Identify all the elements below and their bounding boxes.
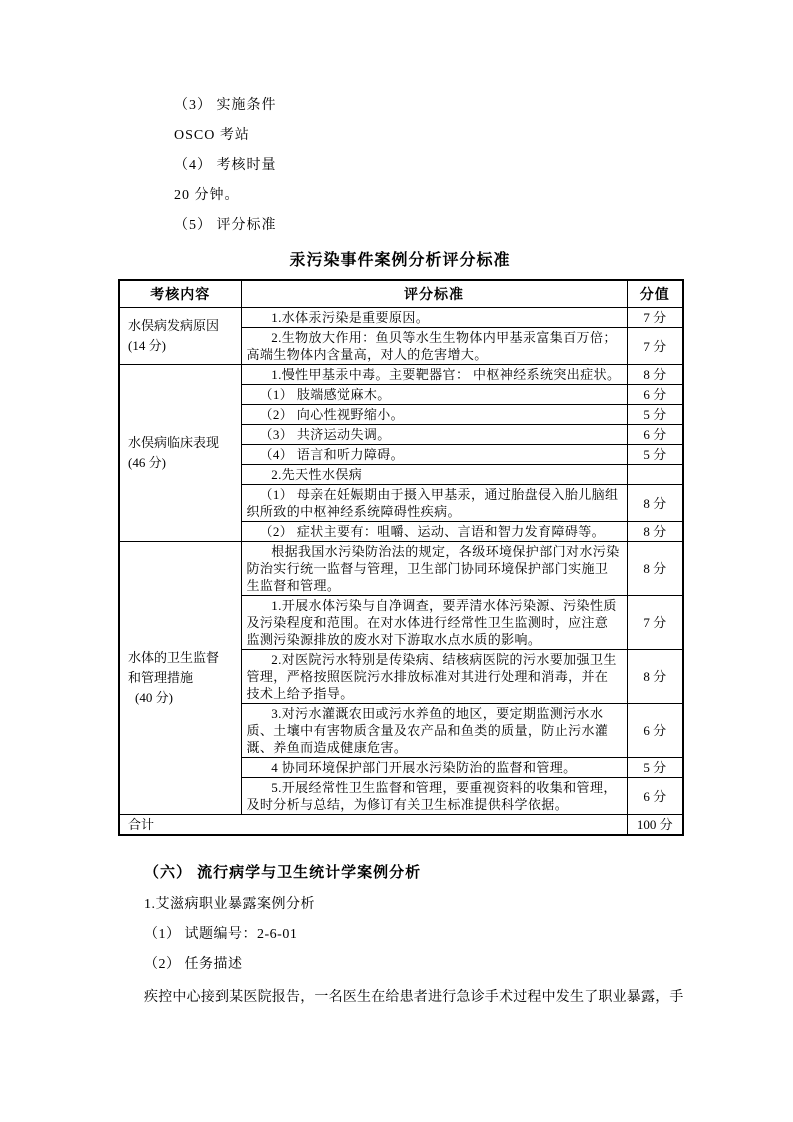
list-line-aids-case-analysis: 1.艾滋病职业暴露案例分析: [144, 897, 315, 912]
score-cell-empty: [627, 465, 683, 485]
score-cell: 8 分: [627, 485, 683, 522]
table-row: [119, 365, 683, 385]
section-six: [144, 861, 684, 1006]
list-line-task-description: （2） 任务描述: [144, 957, 243, 972]
score-cell: 8 分: [627, 542, 683, 596]
group-label-line: 水俣病临床表现: [128, 435, 220, 450]
group-label-line: 和管理措施: [128, 670, 194, 685]
score-cell: 8 分: [627, 522, 683, 542]
group-label-supervision-measures: [119, 542, 241, 815]
group-label-line: (14 分): [128, 338, 166, 353]
intro-line-implementation-conditions: （3） 实施条件: [174, 98, 277, 113]
score-cell: 8 分: [627, 365, 683, 385]
group-label-clinical-manifestations: [119, 365, 241, 542]
score-cell: 5 分: [627, 758, 683, 778]
score-cell: 6 分: [627, 704, 683, 758]
criterion-cell: 1.水体汞污染是重要原因。: [241, 308, 627, 328]
criterion-cell: 2.对医院污水特别是传染病、结核病医院的污水要加强卫生管理，严格按照医院污水排放标准对其进行处理和消毒，并在技术上给予指导。: [241, 650, 627, 704]
score-cell: 6 分: [627, 778, 683, 815]
group-label-line: (40 分): [135, 690, 173, 705]
criterion-cell: （1） 母亲在妊娠期由于摄入甲基汞，通过胎盘侵入胎儿脑组织所致的中枢神经系统障碍性疾病。: [241, 485, 627, 522]
score-cell: 7 分: [627, 596, 683, 650]
score-cell: 8 分: [627, 650, 683, 704]
criterion-cell: 3.对污水灌溉农田或污水养鱼的地区，要定期监测污水水质、土壤中有害物质含量及农产品和鱼类的质量，防止污水灌溉、养鱼而造成健康危害。: [241, 704, 627, 758]
group-label-pathogenesis: [119, 308, 241, 365]
body-paragraph: 疾控中心接到某医院报告，一名医生在给患者进行急诊手术过程中发生了职业暴露，手: [144, 990, 684, 1005]
header-cell-criteria: 评分标准: [241, 280, 627, 308]
intro-line-osco-station: OSCO 考站: [174, 128, 250, 143]
criterion-cell: 2.先天性水俣病: [241, 465, 627, 485]
list-line-question-number: （1） 试题编号：2-6-01: [144, 927, 298, 942]
intro-line-20-minutes: 20 分钟。: [174, 188, 240, 203]
document-body: [118, 0, 682, 1006]
criterion-cell: 根据我国水污染防治法的规定，各级环境保护部门对水污染防治实行统一监督与管理，卫生部门协同环境保护部门实施卫生监督和管理。: [241, 542, 627, 596]
score-cell: 7 分: [627, 308, 683, 328]
group-label-line: 水俣病发病原因: [128, 318, 220, 333]
section-heading: （六） 流行病学与卫生统计学案例分析: [144, 864, 422, 881]
criterion-cell: 1.开展水体污染与自净调查，要弄清水体污染源、污染性质及污染程度和范围。在对水体进行经常性卫生监测时，应注意监测污染源排放的废水对下游取水点水质的影响。: [241, 596, 627, 650]
table-header-row: [119, 280, 683, 308]
intro-section: [174, 97, 682, 234]
total-label-cell: 合计: [119, 815, 627, 836]
group-label-line: (46 分): [128, 455, 166, 470]
score-cell: 5 分: [627, 445, 683, 465]
criterion-cell: 4 协同环境保护部门开展水污染防治的监督和管理。: [241, 758, 627, 778]
header-cell-content: 考核内容: [119, 280, 241, 308]
table-row: [119, 542, 683, 596]
header-cell-score: 分值: [627, 280, 683, 308]
score-cell: 5 分: [627, 405, 683, 425]
score-cell: 7 分: [627, 328, 683, 365]
criterion-cell: 2.生物放大作用：鱼贝等水生生物体内甲基汞富集百万倍；高端生物体内含量高，对人的危害增大。: [241, 328, 627, 365]
intro-line-scoring-standard: （5） 评分标准: [174, 218, 277, 233]
group-label-line: 水体的卫生监督: [128, 650, 220, 665]
criterion-cell: 5.开展经常性卫生监督和管理，要重视资料的收集和管理，及时分析与总结，为修订有关卫生标准提供科学依据。: [241, 778, 627, 815]
total-score-cell: 100 分: [627, 815, 683, 836]
criterion-cell: 1.慢性甲基汞中毒。主要靶器官： 中枢神经系统突出症状。: [241, 365, 627, 385]
criterion-cell: （3） 共济运动失调。: [241, 425, 627, 445]
score-cell: 6 分: [627, 385, 683, 405]
score-table: [118, 279, 684, 836]
table-title: 汞污染事件案例分析评分标准: [289, 252, 511, 269]
criterion-cell: （2） 向心性视野缩小。: [241, 405, 627, 425]
table-row: [119, 308, 683, 328]
criterion-cell: （4） 语言和听力障碍。: [241, 445, 627, 465]
score-cell: 6 分: [627, 425, 683, 445]
intro-line-assessment-duration: （4） 考核时量: [174, 158, 277, 173]
criterion-cell: （1） 肢端感觉麻木。: [241, 385, 627, 405]
criterion-cell: （2） 症状主要有：咀嚼、运动、言语和智力发育障碍等。: [241, 522, 627, 542]
table-total-row: [119, 815, 683, 836]
